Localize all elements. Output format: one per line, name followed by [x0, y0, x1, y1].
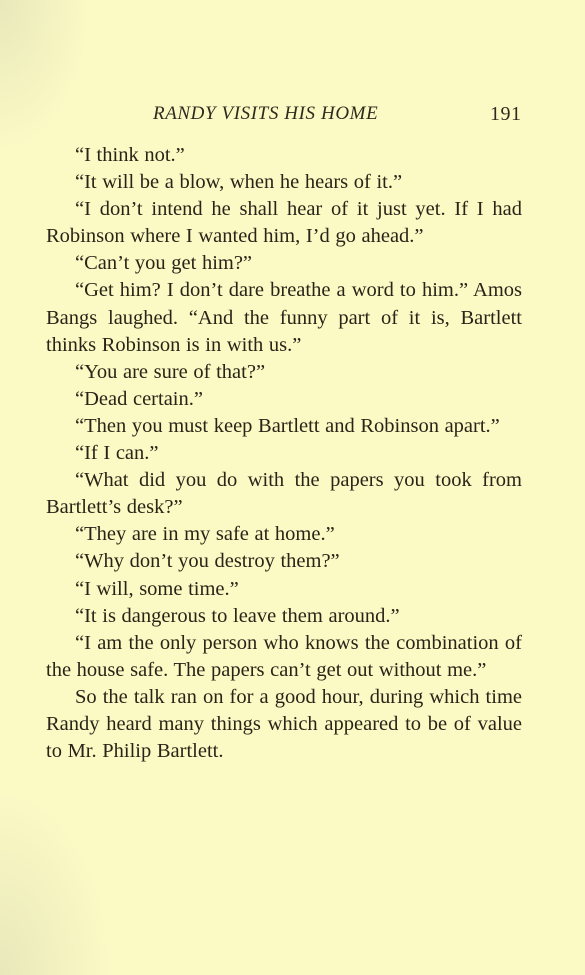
paragraph: “I am the only person who knows the combination of the house safe. The papers can’t get out without me.”: [46, 631, 522, 681]
paragraph: “Then you must keep Bartlett and Robinson apart.”: [75, 414, 500, 437]
paragraph: So the talk ran on for a good hour, during which time Randy heard many things which appeared to be of value to Mr. Philip Bartlett.: [46, 685, 522, 763]
paragraph: “I will, some time.”: [75, 577, 239, 600]
body-text: [46, 142, 522, 765]
paragraph: “Why don’t you destroy them?”: [75, 550, 340, 573]
paragraph: “I think not.”: [75, 144, 185, 166]
paragraph: “Can’t you get him?”: [75, 252, 253, 275]
paragraph: “If I can.”: [75, 442, 159, 465]
paragraph: “What did you do with the papers you took from Bartlett’s desk?”: [46, 469, 522, 519]
page-number: 191: [490, 103, 522, 125]
page-header: [0, 103, 585, 129]
running-head: RANDY VISITS HIS HOME: [153, 103, 379, 124]
paragraph: “Dead certain.”: [75, 387, 203, 410]
paragraph: “They are in my safe at home.”: [75, 523, 335, 546]
paragraph: “I don’t intend he shall hear of it just yet. If I had Robinson where I wanted him, I’d go ahead.”: [46, 198, 522, 248]
paragraph: “You are sure of that?”: [75, 360, 266, 383]
paragraph: “It is dangerous to leave them around.”: [75, 604, 400, 627]
paragraph: “Get him? I don’t dare breathe a word to him.” Amos Bangs laughed. “And the funny part of it is, Bartlett thinks Robinson is in with us.”: [46, 279, 522, 356]
paragraph: “It will be a blow, when he hears of it.”: [75, 171, 403, 194]
